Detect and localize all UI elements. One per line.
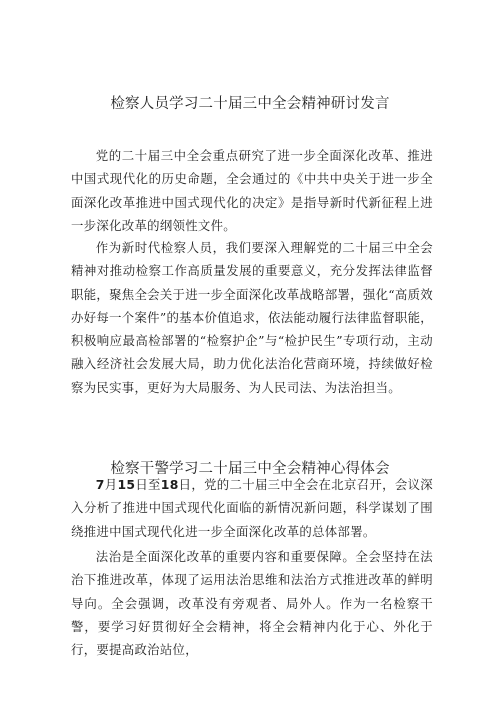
section-2-paragraph-2: 法治是全面深化改革的重要内容和重要保障。全会坚持在法治下推进改革，体现了运用法治思维和法治方式推进改革的鲜明导向。全会强调，改革没有旁观者、局外人。作为一名检察干警，要学习好贯彻好全会精神，将全会精神内化于心、外化于行，要提高政治站位， [71,549,433,658]
section-2-paragraph-1 [71,473,433,543]
date-day-start: 15 [117,477,136,492]
date-month: 7 [95,477,105,492]
section-2-title: 检察干警学习二十届三中全会精神心得体会 [110,461,390,477]
date-text-2: 日至 [135,477,161,492]
section-1-title: 检察人员学习二十届三中全会精神研讨发言 [110,96,390,112]
intro-text: 日，党的二十届三中全会在北京召开，会议深入分析了推进中国式现代化面临的新情况新问题，科学谋划了围绕推进中国式现代化进一步全面深化改革的总体部署。 [71,477,433,539]
date-text-1: 月 [104,477,118,492]
date-day-end: 18 [160,477,179,492]
section-2-paragraph-1-block [71,473,433,543]
section-1-paragraph-1-block [71,144,433,237]
section-1-paragraph-1: 党的二十届三中全会重点研究了进一步全面深化改革、推进中国式现代化的历史命题，全会通过的《中共中央关于进一步全面深化改革推进中国式现代化的决定》是指导新时代新征程上进一步深化改革的纲领性文件。 [71,148,433,233]
section-1-paragraph-2-block [71,236,433,399]
section-2-paragraph-2-block [71,545,433,661]
section-1-paragraph-2: 作为新时代检察人员，我们要深入理解党的二十届三中全会精神对推动检察工作高质量发展的重要意义，充分发挥法律监督职能，聚焦全会关于进一步全面深化改革战略部署，强化“高质效办好每一个案件”的基本价值追求，依法能动履行法律监督职能，积极响应最高检部署的“检察护企”与“检护民生”专项行动，主动融入经济社会发展大局，助力优化法治化营商环境，持续做好检察为民实事，更好为大局服务、为人民司法、为法治担当。 [71,240,433,395]
